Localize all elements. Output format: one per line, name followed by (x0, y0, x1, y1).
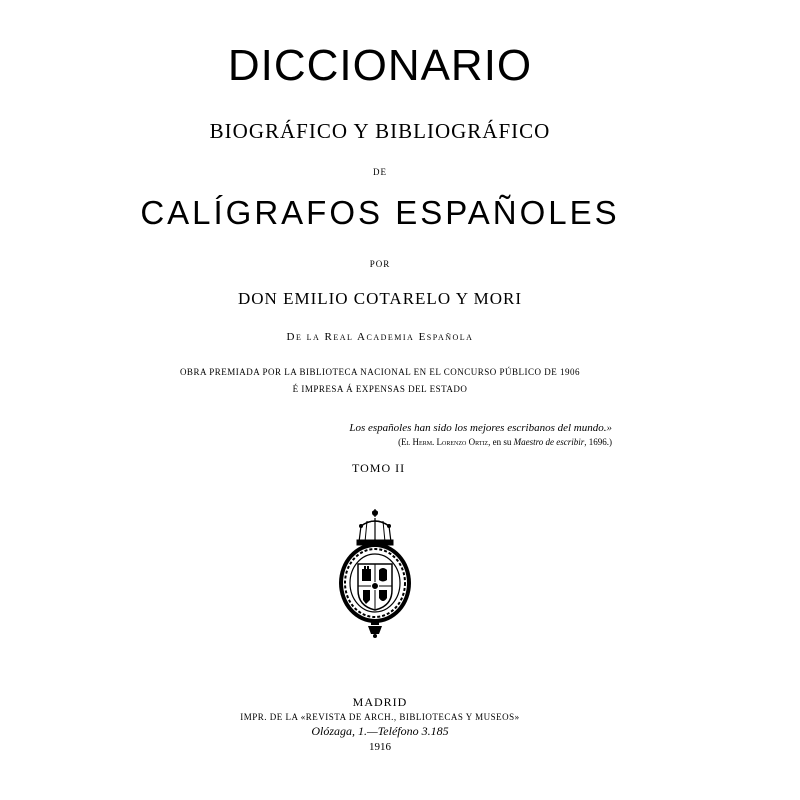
imprint-year: 1916 (369, 741, 391, 753)
attribution-name: El Herm. Lorenzo Ortiz (401, 437, 489, 447)
page-title: DICCIONARIO (227, 41, 533, 90)
coat-of-arms-icon (325, 508, 425, 638)
epigraph-attribution (340, 436, 612, 448)
volume-label: TOMO II (352, 461, 406, 475)
pendant-icon (368, 621, 382, 638)
attribution-work: Maestro de escribir (513, 437, 585, 447)
shield-icon (358, 564, 392, 610)
subtitle: BIOGRÁFICO Y BIBLIOGRÁFICO (209, 119, 551, 143)
author-affiliation: De la Real Academia Española (286, 331, 474, 343)
crown-icon (357, 509, 393, 545)
attribution-mid: , en su (488, 437, 514, 447)
author-name: DON EMILIO COTARELO Y MORI (237, 289, 523, 308)
by-text: POR (369, 259, 391, 269)
imprint-city: MADRID (352, 695, 408, 709)
connector-text: DE (373, 167, 387, 177)
epigraph-quote: Los españoles han sido los mejores escribanos del mundo.» (349, 422, 612, 434)
attribution-prefix: ( (398, 437, 402, 447)
imprint-printer: IMPR. DE LA «REVISTA DE ARCH., BIBLIOTECAS Y MUSEOS» (240, 712, 520, 722)
award-line-1: OBRA PREMIADA POR LA BIBLIOTECA NACIONAL EN EL CONCURSO PÚBLICO DE 1906 (179, 367, 581, 377)
imprint-address: Olózaga, 1.—Teléfono 3.185 (311, 724, 449, 738)
attribution-suffix: , 1696.) (584, 437, 612, 447)
award-line-2: É IMPRESA Á EXPENSAS DEL ESTADO (292, 384, 468, 394)
main-title: CALÍGRAFOS ESPAÑOLES (140, 194, 620, 231)
